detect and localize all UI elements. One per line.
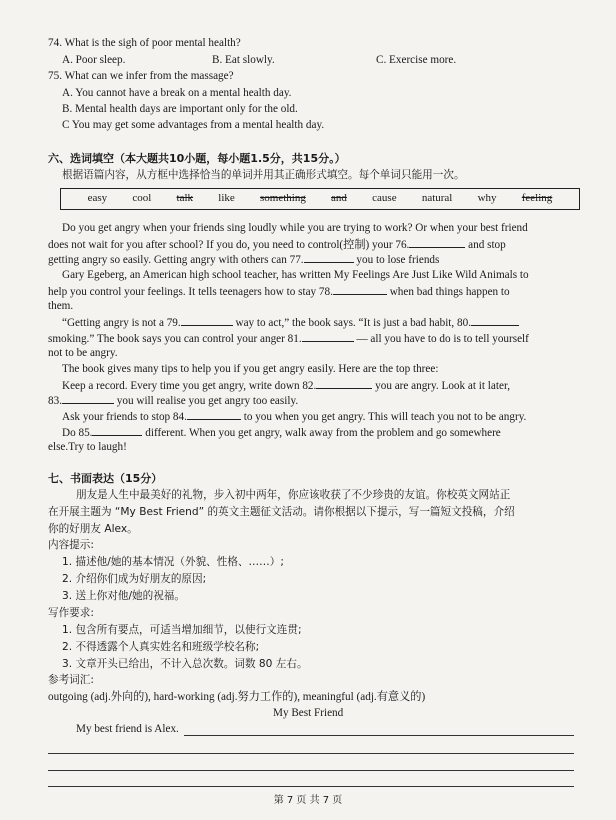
writing-line[interactable]: [48, 770, 574, 771]
content-hint-2: 2. 介绍你们成为好朋友的原因;: [62, 573, 207, 585]
blank-77[interactable]: [304, 252, 354, 263]
writing-line[interactable]: [48, 786, 574, 787]
passage-line-8: smoking.” The book says you can control your anger 81. — all you have to do is to tell yourself: [48, 333, 529, 345]
requirement-2: 2. 不得透露个人真实姓名和班级学校名称;: [62, 641, 260, 653]
content-hint-1: 1. 描述他/她的基本情况（外貌、性格、……）;: [62, 556, 284, 568]
word-1: easy: [87, 192, 108, 205]
vocab-label: 参考词汇:: [48, 674, 94, 686]
blank-79[interactable]: [181, 315, 233, 326]
q75-stem: 75. What can we infer from the massage?: [48, 70, 234, 82]
q74-option-b: B. Eat slowly.: [212, 54, 275, 66]
content-hint-label: 内容提示:: [48, 539, 94, 551]
essay-title: My Best Friend: [273, 707, 344, 719]
word-2: cool: [132, 192, 152, 205]
essay-start: My best friend is Alex.: [76, 723, 179, 735]
section7-title: 七、书面表达（15分）: [48, 472, 163, 485]
blank-85[interactable]: [92, 425, 142, 436]
section7-intro-2: 在开展主题为 “My Best Friend” 的英文主题征文活动。请你根据以下提示，写一篇短文投稿，介绍: [48, 506, 515, 518]
word-3: talk: [176, 192, 194, 205]
writing-line[interactable]: [184, 735, 574, 736]
passage-line-14: Do 85. different. When you get angry, walk away from the problem and go somewhere: [62, 427, 501, 439]
word-10: feeling: [521, 192, 553, 205]
requirements-label: 写作要求:: [48, 607, 94, 619]
blank-84[interactable]: [187, 409, 241, 420]
passage-line-9: not to be angry.: [48, 347, 118, 359]
section6-title: 六、选词填空（本大题共10小题，每小题1.5分，共15分。）: [48, 152, 346, 165]
passage-line-6: them.: [48, 300, 74, 312]
passage-line-3: getting angry so easily. Getting angry with others can 77. you to lose friends: [48, 254, 440, 266]
blank-82[interactable]: [316, 378, 372, 389]
requirement-1: 1. 包含所有要点，可适当增加细节，以使行文连贯;: [62, 624, 302, 636]
q75-option-a: A. You cannot have a break on a mental health day.: [62, 87, 292, 99]
content-hint-3: 3. 送上你对他/她的祝福。: [62, 590, 185, 602]
q74-option-a: A. Poor sleep.: [62, 54, 126, 66]
q74-stem: 74. What is the sigh of poor mental health?: [48, 37, 241, 49]
passage-line-7: “Getting angry is not a 79. way to act,” the book says. “It is just a bad habit, 80.: [62, 315, 519, 332]
writing-line[interactable]: [48, 753, 574, 754]
blank-78[interactable]: [333, 284, 387, 295]
page-footer: 第 7 页 共 7 页: [273, 795, 343, 806]
passage-line-4: Gary Egeberg, an American high school teacher, has written My Feelings Are Just Like Wild Animals to: [62, 269, 529, 281]
passage-line-1: Do you get angry when your friends sing loudly while you are trying to work? Or when your best friend: [62, 222, 528, 234]
passage-line-10: The book gives many tips to help you if you get angry easily. Here are the top three:: [62, 363, 439, 375]
section7-intro-1: 朋友是人生中最美好的礼物，步入初中两年，你应该收获了不少珍贵的友谊。你校英文网站正: [76, 489, 511, 501]
blank-81[interactable]: [302, 331, 354, 342]
blank-76[interactable]: [409, 237, 465, 248]
passage-line-12: 83. you will realise you get angry too easily.: [48, 395, 299, 407]
word-5: something: [259, 192, 306, 205]
section6-instruction: 根据语篇内容，从方框中选择恰当的单词并用其正确形式填空。每个单词只能用一次。: [62, 169, 465, 181]
passage-line-2: does not wait for you after school? If you do, you need to control(控制) your 76. and stop: [48, 239, 506, 251]
blank-80[interactable]: [471, 315, 519, 326]
word-9: why: [477, 192, 497, 205]
passage-line-11: Keep a record. Every time you get angry, write down 82. you are angry. Look at it later,: [62, 380, 511, 392]
q74-option-c: C. Exercise more.: [376, 54, 457, 66]
passage-line-15: else.Try to laugh!: [48, 441, 127, 453]
requirement-3: 3. 文章开头已给出，不计入总次数。词数 80 左右。: [62, 658, 308, 670]
word-box: [60, 188, 580, 210]
q75-option-c: C You may get some advantages from a mental health day.: [62, 119, 325, 131]
word-7: cause: [372, 192, 397, 205]
word-8: natural: [421, 192, 453, 205]
section7-intro-3: 你的好朋友 Alex。: [48, 523, 138, 535]
passage-line-13: Ask your friends to stop 84. to you when you get angry. This will teach you not to be angry.: [62, 411, 527, 423]
word-6: and: [331, 192, 347, 205]
blank-83[interactable]: [62, 393, 114, 404]
vocab-list: outgoing (adj.外向的), hard-working (adj.努力工作的), meaningful (adj.有意义的): [48, 691, 426, 703]
word-4: like: [218, 192, 235, 205]
passage-line-5: help you control your feelings. It tells teenagers how to stay 78. when bad things happen to: [48, 286, 510, 298]
q75-option-b: B. Mental health days are important only for the old.: [62, 103, 298, 115]
